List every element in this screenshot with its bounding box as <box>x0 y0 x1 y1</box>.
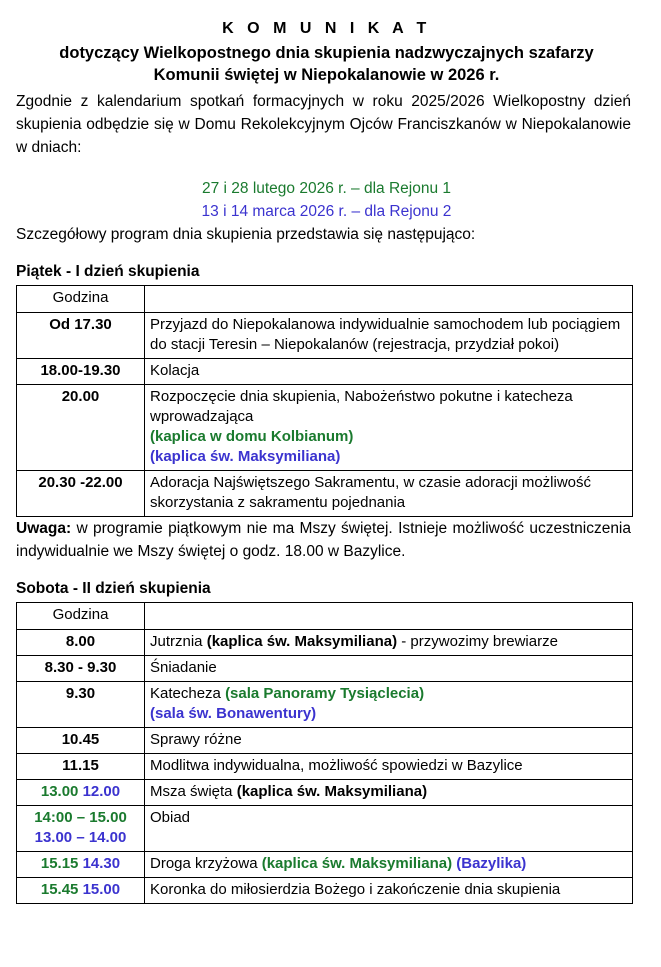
row-time-green: 15.45 <box>40 881 79 898</box>
row-description-text: Jutrznia <box>150 633 207 650</box>
page-subtitle-line2: Komunii świętej w Niepokalanowie w 2026 r. <box>153 66 500 84</box>
table-row <box>17 728 633 754</box>
row-description: Adoracja Najświętszego Sakramentu, w czasie adoracji możliwość skorzystania z sakramentu pojednania <box>145 471 633 517</box>
row-time: Od 17.30 <box>17 313 145 359</box>
page-title: K O M U N I K A T <box>222 20 431 37</box>
row-time: 20.00 <box>17 385 145 471</box>
row-time-blue: 12.00 <box>82 783 121 800</box>
row-description-text: Rozpoczęcie dnia skupienia, Nabożeństwo pokutne i katecheza wprowadzająca <box>150 388 573 425</box>
row-description: Sprawy różne <box>145 728 633 754</box>
row-description: Obiad <box>145 806 633 852</box>
note-text: w programie piątkowym nie ma Mszy świętej. Istnieje możliwość uczestniczenia indywidualnie we Mszy świętej o godz. 18.00 w Bazylice. <box>16 520 631 560</box>
row-time <box>17 878 145 904</box>
row-venue-blue: (Bazylika) <box>456 855 527 872</box>
row-description: Śniadanie <box>145 656 633 682</box>
note-label: Uwaga: <box>16 520 72 537</box>
column-header-description <box>145 603 633 630</box>
row-description <box>145 682 633 728</box>
row-time <box>17 852 145 878</box>
row-time: 8.30 - 9.30 <box>17 656 145 682</box>
table-row <box>17 806 633 852</box>
row-venue-green: (kaplica w domu Kolbianum) <box>150 428 354 445</box>
row-time-blue: 13.00 – 14.00 <box>34 829 127 846</box>
saturday-schedule-table <box>16 602 633 904</box>
row-time-blue: 14.30 <box>82 855 121 872</box>
table-row <box>17 385 633 471</box>
row-time: 18.00-19.30 <box>17 359 145 385</box>
row-description-text: Droga krzyżowa <box>150 855 262 872</box>
friday-note <box>16 517 637 563</box>
row-description <box>145 852 633 878</box>
table-row <box>17 630 633 656</box>
intro-paragraph: Zgodnie z kalendarium spotkań formacyjnych w roku 2025/2026 Wielkopostny dzień skupienia odbędzie się w Domu Rekolekcyjnym Ojców Franciszkanów w Niepokalanowie w dniach: <box>16 93 631 156</box>
column-header-time: Godzina <box>17 603 145 630</box>
table-row <box>17 878 633 904</box>
page-subtitle-line1: dotyczący Wielkopostnego dnia skupienia nadzwyczajnych szafarzy <box>59 44 594 62</box>
row-venue-green: (sala Panoramy Tysiąclecia) <box>225 685 425 702</box>
document-title <box>16 18 637 86</box>
row-description <box>145 630 633 656</box>
row-time-green: 15.15 <box>40 855 79 872</box>
table-row <box>17 780 633 806</box>
row-venue-blue: (kaplica św. Maksymiliana) <box>150 448 341 465</box>
row-description-text: Katecheza <box>150 685 226 702</box>
date-line-rejon-1: 27 i 28 lutego 2026 r. – dla Rejonu 1 <box>201 180 452 197</box>
row-description <box>145 385 633 471</box>
row-time-green: 14:00 – 15.00 <box>34 809 127 826</box>
friday-schedule-table <box>16 285 633 517</box>
column-header-time: Godzina <box>17 286 145 313</box>
row-venue-green: (kaplica św. Maksymiliana) <box>261 855 453 872</box>
table-row <box>17 754 633 780</box>
table-header-row <box>17 286 633 313</box>
row-description: Koronka do miłosierdzia Bożego i zakończenie dnia skupienia <box>145 878 633 904</box>
row-description <box>145 780 633 806</box>
row-description: Modlitwa indywidualna, możliwość spowiedzi w Bazylice <box>145 754 633 780</box>
row-description: Przyjazd do Niepokalanowa indywidualnie samochodem lub pociągiem do stacji Teresin – Niepokalanów (rejestracja, przydział pokoi) <box>145 313 633 359</box>
saturday-heading: Sobota - II dzień skupienia <box>16 580 211 597</box>
row-time-green: 13.00 <box>40 783 79 800</box>
row-description-suffix: - przywozimy brewiarze <box>397 633 558 650</box>
row-time-blue: 15.00 <box>82 881 121 898</box>
date-line-rejon-2: 13 i 14 marca 2026 r. – dla Rejonu 2 <box>201 203 452 220</box>
row-venue-bold: (kaplica św. Maksymiliana) <box>206 633 398 650</box>
table-row <box>17 359 633 385</box>
table-header-row <box>17 603 633 630</box>
row-time <box>17 780 145 806</box>
row-description: Kolacja <box>145 359 633 385</box>
table-row <box>17 656 633 682</box>
lead-paragraph: Szczegółowy program dnia skupienia przedstawia się następująco: <box>16 226 476 243</box>
table-row <box>17 313 633 359</box>
friday-heading: Piątek - I dzień skupienia <box>16 263 200 280</box>
row-time: 9.30 <box>17 682 145 728</box>
row-venue-blue: (sala św. Bonawentury) <box>150 705 317 722</box>
row-time <box>17 806 145 852</box>
row-time: 20.30 -22.00 <box>17 471 145 517</box>
row-time: 8.00 <box>17 630 145 656</box>
row-time: 11.15 <box>17 754 145 780</box>
table-row <box>17 471 633 517</box>
column-header-description <box>145 286 633 313</box>
date-list <box>16 177 637 223</box>
table-row <box>17 682 633 728</box>
row-description-prefix: Msza święta <box>150 783 237 800</box>
table-row <box>17 852 633 878</box>
row-venue-bold: (kaplica św. Maksymiliana) <box>236 783 428 800</box>
row-time: 10.45 <box>17 728 145 754</box>
